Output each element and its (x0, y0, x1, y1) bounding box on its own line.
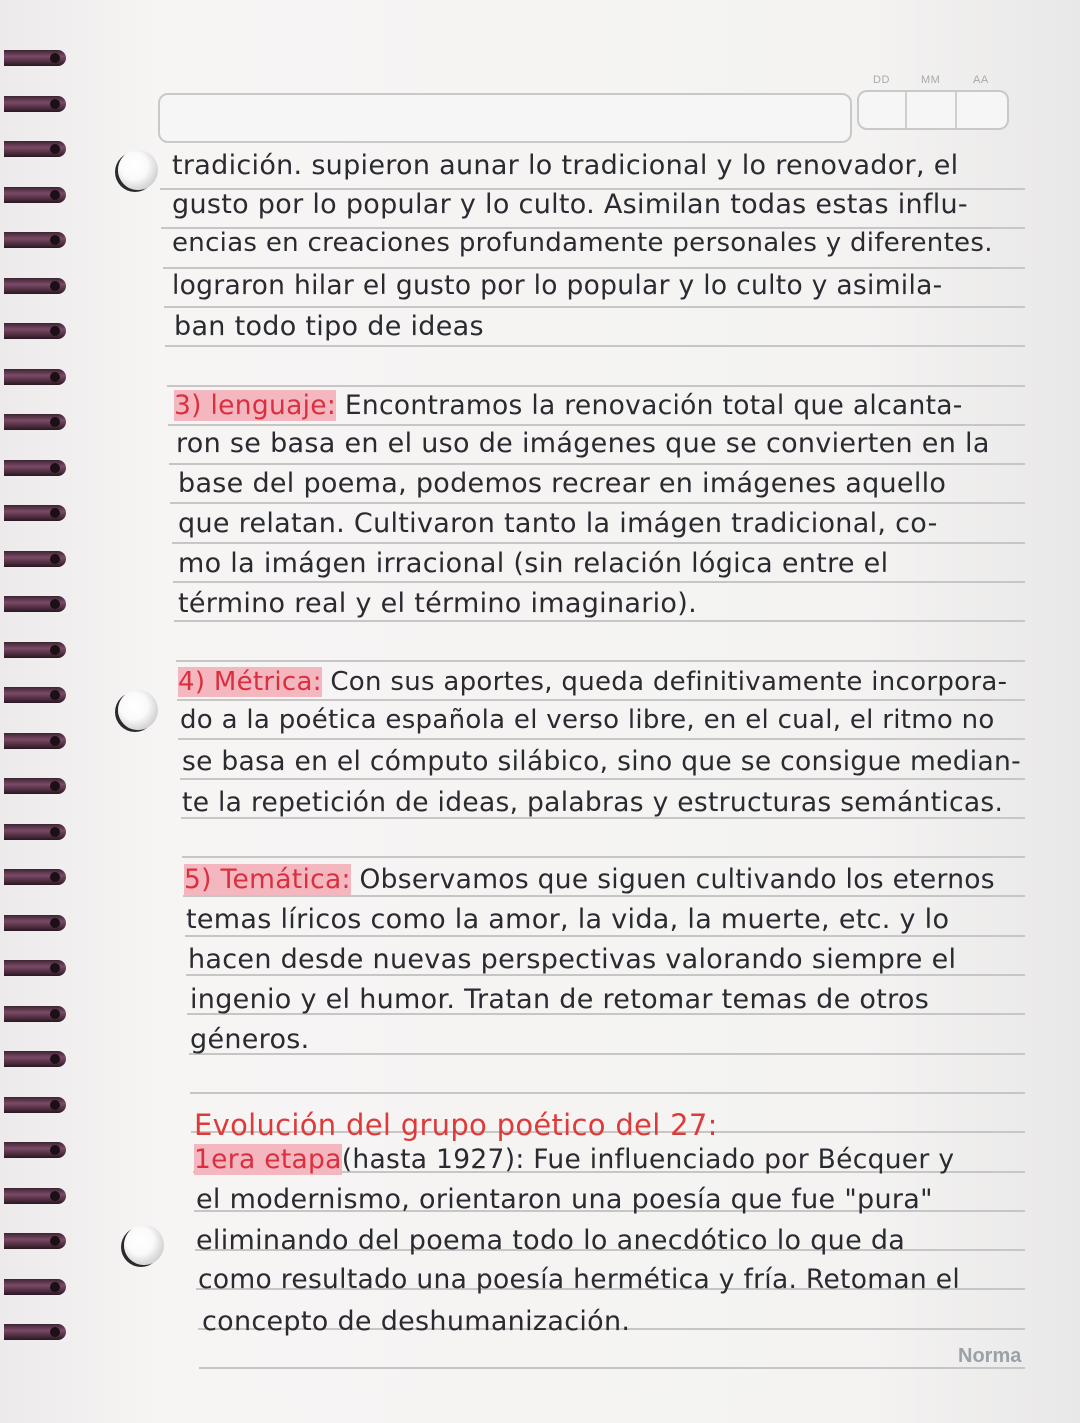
spiral-ring (4, 1324, 66, 1340)
ruled-line (177, 699, 1025, 701)
spiral-ring (4, 369, 66, 385)
section-label-tematica: 5) Temática: (184, 864, 351, 895)
spiral-ring (4, 505, 66, 521)
text-line: ban todo tipo de ideas (174, 311, 484, 342)
spiral-ring (4, 1142, 66, 1158)
text-line: do a la poética española el verso libre, en el cual, el ritmo no (180, 705, 995, 735)
text-line: 5) Temática: Observamos que siguen cultivando los eternos (184, 864, 995, 895)
brand-logo: Norma (958, 1345, 1022, 1367)
spiral-ring (4, 1051, 66, 1067)
ruled-line (174, 620, 1025, 622)
spiral-ring (4, 50, 66, 66)
text-line: hacen desde nuevas perspectivas valorando siempre el (188, 944, 957, 975)
ruled-line (180, 778, 1025, 780)
header-title-box (158, 93, 852, 143)
ruled-line (173, 581, 1025, 583)
spiral-ring (4, 414, 66, 430)
spiral-binding (0, 50, 80, 1380)
punch-hole-middle (118, 690, 158, 730)
spiral-ring (4, 733, 66, 749)
date-label-day: DD (873, 74, 890, 86)
ruled-line (182, 856, 1025, 858)
punch-hole-top (118, 150, 158, 190)
section-label-lenguaje: 3) lenguaje: (174, 390, 337, 421)
text-line: encias en creaciones profundamente personales y diferentes. (172, 228, 993, 258)
spiral-ring (4, 1006, 66, 1022)
date-box (857, 90, 1009, 130)
spiral-ring (4, 915, 66, 931)
ruled-line (183, 895, 1025, 897)
ruled-line (199, 1367, 1025, 1369)
text-line: géneros. (190, 1024, 310, 1055)
section-label-metrica: 4) Métrica: (178, 667, 322, 697)
text-line: concepto de deshumanización. (202, 1306, 631, 1337)
spiral-ring (4, 642, 66, 658)
spiral-ring (4, 1279, 66, 1295)
spiral-ring (4, 187, 66, 203)
ruled-line (172, 542, 1025, 544)
spiral-ring (4, 687, 66, 703)
spiral-ring (4, 323, 66, 339)
ruled-line (163, 267, 1025, 269)
text-line: lograron hilar el gusto por lo popular y lo culto y asimila- (172, 270, 943, 301)
text-line: que relatan. Cultivaron tanto la imágen tradicional, co- (178, 508, 938, 539)
spiral-ring (4, 1233, 66, 1249)
spiral-ring (4, 551, 66, 567)
text-line: término real y el término imaginario). (178, 588, 697, 619)
text-line: ron se basa en el uso de imágenes que se convierten en la (176, 428, 990, 459)
text-line: 1era etapa(hasta 1927): Fue influenciado por Bécquer y (194, 1144, 955, 1175)
spiral-ring (4, 1188, 66, 1204)
spiral-ring (4, 824, 66, 840)
section-label-primera-etapa: 1era etapa (194, 1144, 342, 1175)
text-line: 4) Métrica: Con sus aportes, queda definitivamente incorpora- (178, 667, 1008, 697)
text-line: ingenio y el humor. Tratan de retomar temas de otros (190, 984, 930, 1015)
text-line: tradición. supieron aunar lo tradicional y lo renovador, el (172, 150, 959, 181)
date-label-year: AA (973, 74, 989, 86)
ruled-line (176, 660, 1025, 662)
spiral-ring (4, 596, 66, 612)
spiral-ring (4, 278, 66, 294)
ruled-line (165, 345, 1025, 347)
text-line: base del poema, podemos recrear en imágenes aquello (178, 468, 947, 499)
text-line: mo la imágen irracional (sin relación lógica entre el (178, 548, 889, 579)
section-heading-evolucion: Evolución del grupo poético del 27: (194, 1108, 718, 1142)
text-line: 3) lenguaje: Encontramos la renovación total que alcanta- (174, 390, 963, 421)
spiral-ring (4, 869, 66, 885)
punch-hole-bottom (124, 1225, 164, 1265)
spiral-ring (4, 232, 66, 248)
text-line: se basa en el cómputo silábico, sino que se consigue median- (182, 746, 1021, 777)
ruled-line (178, 738, 1025, 740)
ruled-line (170, 502, 1025, 504)
spiral-ring (4, 460, 66, 476)
text-line: gusto por lo popular y lo culto. Asimilan todas estas influ- (172, 189, 968, 220)
text-line: eliminando del poema todo lo anecdótico lo que da (196, 1225, 906, 1256)
ruled-line (168, 424, 1025, 426)
text-line: el modernismo, orientaron una poesía que fue "pura" (196, 1184, 933, 1215)
text-line: como resultado una poesía hermética y fría. Retoman el (198, 1264, 961, 1295)
ruled-line (189, 1053, 1025, 1055)
spiral-ring (4, 141, 66, 157)
text-line: te la repetición de ideas, palabras y estructuras semánticas. (182, 787, 1004, 818)
spiral-ring (4, 778, 66, 794)
ruled-line (169, 463, 1025, 465)
ruled-line (164, 306, 1025, 308)
spiral-ring (4, 1097, 66, 1113)
ruled-line (190, 1092, 1025, 1094)
text-line: temas líricos como la amor, la vida, la muerte, etc. y lo (186, 904, 950, 935)
date-label-month: MM (921, 74, 941, 86)
spiral-ring (4, 96, 66, 112)
spiral-ring (4, 960, 66, 976)
ruled-line (167, 385, 1025, 387)
